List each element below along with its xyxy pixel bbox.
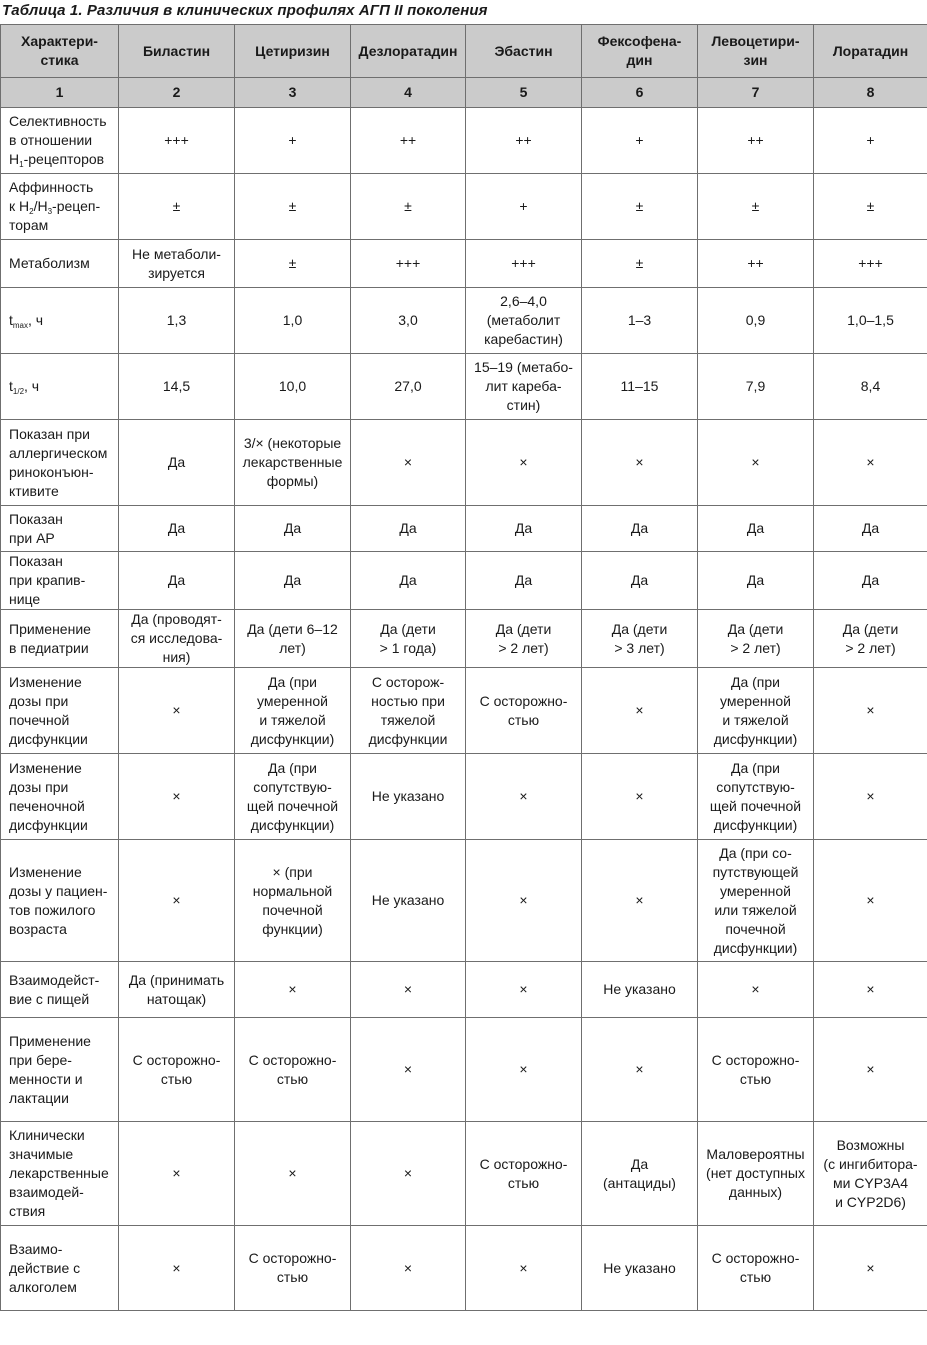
table-cell: × — [351, 962, 466, 1018]
table-cell: 10,0 — [235, 354, 351, 420]
table-cell: +++ — [814, 240, 927, 288]
table-cell: ± — [582, 174, 698, 240]
label-text: , ч — [24, 378, 40, 394]
label-text: t — [9, 378, 13, 394]
column-header: Биластин — [119, 25, 235, 78]
table-cell: Да — [582, 506, 698, 552]
table-cell: × — [351, 420, 466, 506]
table-cell: 0,9 — [698, 288, 814, 354]
table-cell: С осторож- ностью при тяжелой дисфункции — [351, 668, 466, 754]
table-cell: 3,0 — [351, 288, 466, 354]
header-row — [1, 25, 927, 78]
table-cell: С осторожно- стью — [698, 1018, 814, 1122]
row-label: Показан при аллергическом риноконъюн- ктивите — [1, 420, 119, 506]
table-cell: × — [351, 1226, 466, 1311]
label-text: , ч — [28, 312, 44, 328]
table-cell: Не указано — [582, 962, 698, 1018]
row-label: Применение в педиатрии — [1, 610, 119, 668]
table-cell: Да — [698, 506, 814, 552]
table-cell: + — [582, 108, 698, 174]
table-cell: × — [582, 420, 698, 506]
table-cell: × — [814, 754, 927, 840]
table-cell: × — [466, 420, 582, 506]
row-label: Клинически значимые лекарственные взаимодей- ствия — [1, 1122, 119, 1226]
table-cell: С осторожно- стью — [466, 1122, 582, 1226]
table-cell: × — [119, 668, 235, 754]
table-cell: С осторожно- стью — [235, 1226, 351, 1311]
table-cell: Да — [119, 552, 235, 610]
column-number: 4 — [351, 78, 466, 108]
table-cell: Да (при сопутствую- щей почечной дисфункции) — [235, 754, 351, 840]
table-cell: ± — [814, 174, 927, 240]
table-cell: × — [698, 962, 814, 1018]
table-cell: × — [466, 840, 582, 962]
label-text: /Н — [33, 198, 48, 214]
table-cell: 1,0 — [235, 288, 351, 354]
table-row — [1, 506, 927, 552]
table-cell: Да (антациды) — [582, 1122, 698, 1226]
table-cell: 8,4 — [814, 354, 927, 420]
table-cell: 11–15 — [582, 354, 698, 420]
label-subscript: 1 — [19, 160, 24, 169]
label-text: Селективность в отношении Н — [9, 113, 107, 167]
table-cell: × — [582, 840, 698, 962]
table-cell: 14,5 — [119, 354, 235, 420]
table-cell: ++ — [466, 108, 582, 174]
table-cell: Да (дети > 2 лет) — [814, 610, 927, 668]
row-label: Показан при крапив- нице — [1, 552, 119, 610]
table-cell: Да — [698, 552, 814, 610]
table-cell: Да (дети > 3 лет) — [582, 610, 698, 668]
table-cell: × — [814, 420, 927, 506]
table-cell: + — [466, 174, 582, 240]
table-cell: × — [466, 754, 582, 840]
table-cell: ± — [351, 174, 466, 240]
table-cell: 1,0–1,5 — [814, 288, 927, 354]
table-cell: Да (при умеренной и тяжелой дисфункции) — [235, 668, 351, 754]
table-cell: × — [235, 962, 351, 1018]
label-text: t — [9, 312, 13, 328]
table-cell: Да (проводят- ся исследова- ния) — [119, 610, 235, 668]
row-label — [1, 174, 119, 240]
column-number: 5 — [466, 78, 582, 108]
table-cell: Да — [235, 506, 351, 552]
row-label — [1, 108, 119, 174]
table-body — [1, 108, 927, 1311]
label-text: -рецепторов — [23, 151, 105, 167]
label-text: Аффинность к Н — [9, 179, 94, 214]
column-number: 6 — [582, 78, 698, 108]
table-cell: × — [119, 1122, 235, 1226]
table-row — [1, 962, 927, 1018]
table-row — [1, 1018, 927, 1122]
column-header: Дезлоратадин — [351, 25, 466, 78]
table-cell: × — [351, 1018, 466, 1122]
table-cell: Не указано — [351, 840, 466, 962]
table-cell: Да — [466, 552, 582, 610]
table-cell: ± — [235, 240, 351, 288]
column-header: Левоцетири- зин — [698, 25, 814, 78]
table-cell: × — [235, 1122, 351, 1226]
table-cell: Да — [351, 552, 466, 610]
label-text: -рецеп- торам — [9, 198, 101, 233]
table-cell: × — [814, 668, 927, 754]
table-cell: Да — [814, 506, 927, 552]
column-number: 3 — [235, 78, 351, 108]
table-row — [1, 1122, 927, 1226]
table-cell: × — [582, 668, 698, 754]
table-cell: × — [466, 1226, 582, 1311]
row-label: Метаболизм — [1, 240, 119, 288]
table-cell: ++ — [698, 108, 814, 174]
table-cell: × — [582, 1018, 698, 1122]
table-cell: ± — [119, 174, 235, 240]
label-subscript: max — [12, 321, 29, 330]
table-cell: × — [814, 1226, 927, 1311]
table-cell: 1–3 — [582, 288, 698, 354]
table-cell: Да (при сопутствую- щей почечной дисфункции) — [698, 754, 814, 840]
column-header: Лоратадин — [814, 25, 927, 78]
table-cell: 2,6–4,0 (метаболит каребастин) — [466, 288, 582, 354]
table-cell: Да — [119, 506, 235, 552]
table-cell: Маловероятны (нет доступных данных) — [698, 1122, 814, 1226]
table-cell: ± — [235, 174, 351, 240]
table-row — [1, 420, 927, 506]
table-cell: 7,9 — [698, 354, 814, 420]
table-cell: Да (дети > 1 года) — [351, 610, 466, 668]
table-cell: ++ — [351, 108, 466, 174]
row-label: Применение при бере- менности и лактации — [1, 1018, 119, 1122]
table-row — [1, 1226, 927, 1311]
table-cell: С осторожно- стью — [698, 1226, 814, 1311]
table-cell: 1,3 — [119, 288, 235, 354]
table-cell: Не указано — [351, 754, 466, 840]
label-subscript: 2 — [29, 207, 34, 216]
label-subscript: 1/2 — [12, 387, 25, 396]
table-cell: Да (дети > 2 лет) — [466, 610, 582, 668]
column-header: Характери- стика — [1, 25, 119, 78]
row-label — [1, 288, 119, 354]
column-number: 2 — [119, 78, 235, 108]
table-cell: × (при нормальной почечной функции) — [235, 840, 351, 962]
table-cell: Возможны (с ингибитора- ми CYP3A4 и CYP2D6) — [814, 1122, 927, 1226]
column-number: 8 — [814, 78, 927, 108]
table-cell: × — [466, 1018, 582, 1122]
table-cell: 15–19 (метабо- лит кареба- стин) — [466, 354, 582, 420]
table-cell: × — [814, 1018, 927, 1122]
comparison-table — [0, 24, 927, 1311]
header-number-row — [1, 78, 927, 108]
table-cell: × — [351, 1122, 466, 1226]
table-row — [1, 610, 927, 668]
table-cell: Да (принимать натощак) — [119, 962, 235, 1018]
column-header: Эбастин — [466, 25, 582, 78]
table-cell: Да (дети > 2 лет) — [698, 610, 814, 668]
column-number: 7 — [698, 78, 814, 108]
table-cell: Да (дети 6–12 лет) — [235, 610, 351, 668]
table-row — [1, 108, 927, 174]
table-cell: Не указано — [582, 1226, 698, 1311]
table-row — [1, 240, 927, 288]
table-row — [1, 354, 927, 420]
table-cell: С осторожно- стью — [466, 668, 582, 754]
table-cell: 3/× (некоторые лекарственные формы) — [235, 420, 351, 506]
table-cell: ± — [698, 174, 814, 240]
table-row — [1, 174, 927, 240]
table-cell: С осторожно- стью — [235, 1018, 351, 1122]
table-cell: ± — [582, 240, 698, 288]
table-cell: 27,0 — [351, 354, 466, 420]
table-row — [1, 668, 927, 754]
table-cell: +++ — [119, 108, 235, 174]
table-title: Таблица 1. Различия в клинических профилях АГП II поколения — [2, 2, 488, 19]
table-cell: × — [814, 840, 927, 962]
table-cell: Да — [351, 506, 466, 552]
table-cell: С осторожно- стью — [119, 1018, 235, 1122]
table-cell: Да — [466, 506, 582, 552]
row-label: Изменение дозы при почечной дисфункции — [1, 668, 119, 754]
table-cell: Да — [235, 552, 351, 610]
table-cell: × — [119, 1226, 235, 1311]
table-cell: × — [698, 420, 814, 506]
table-cell: × — [119, 754, 235, 840]
table-cell: Да (при умеренной и тяжелой дисфункции) — [698, 668, 814, 754]
table-cell: × — [466, 962, 582, 1018]
table-cell: + — [235, 108, 351, 174]
row-label: Изменение дозы у пациен- тов пожилого возраста — [1, 840, 119, 962]
row-label: Показан при АР — [1, 506, 119, 552]
table-cell: × — [119, 840, 235, 962]
row-label: Взаимо- действие с алкоголем — [1, 1226, 119, 1311]
column-header: Фексофена- дин — [582, 25, 698, 78]
table-cell: ++ — [698, 240, 814, 288]
label-subscript: 3 — [47, 207, 53, 216]
table-cell: Да — [814, 552, 927, 610]
table-cell: +++ — [351, 240, 466, 288]
table-row — [1, 840, 927, 962]
table-cell: Не метаболи- зируется — [119, 240, 235, 288]
row-label: Изменение дозы при печеночной дисфункции — [1, 754, 119, 840]
row-label: Взаимодейст- вие с пищей — [1, 962, 119, 1018]
table-cell: Да (при со- путствующей умеренной или тяжелой почечной дисфункции) — [698, 840, 814, 962]
table-cell: × — [814, 962, 927, 1018]
table-cell: × — [582, 754, 698, 840]
table-cell: +++ — [466, 240, 582, 288]
table-row — [1, 754, 927, 840]
table-row — [1, 288, 927, 354]
table-row — [1, 552, 927, 610]
row-label — [1, 354, 119, 420]
table-cell: Да — [582, 552, 698, 610]
column-header: Цетиризин — [235, 25, 351, 78]
column-number: 1 — [1, 78, 119, 108]
table-cell: + — [814, 108, 927, 174]
table-cell: Да — [119, 420, 235, 506]
